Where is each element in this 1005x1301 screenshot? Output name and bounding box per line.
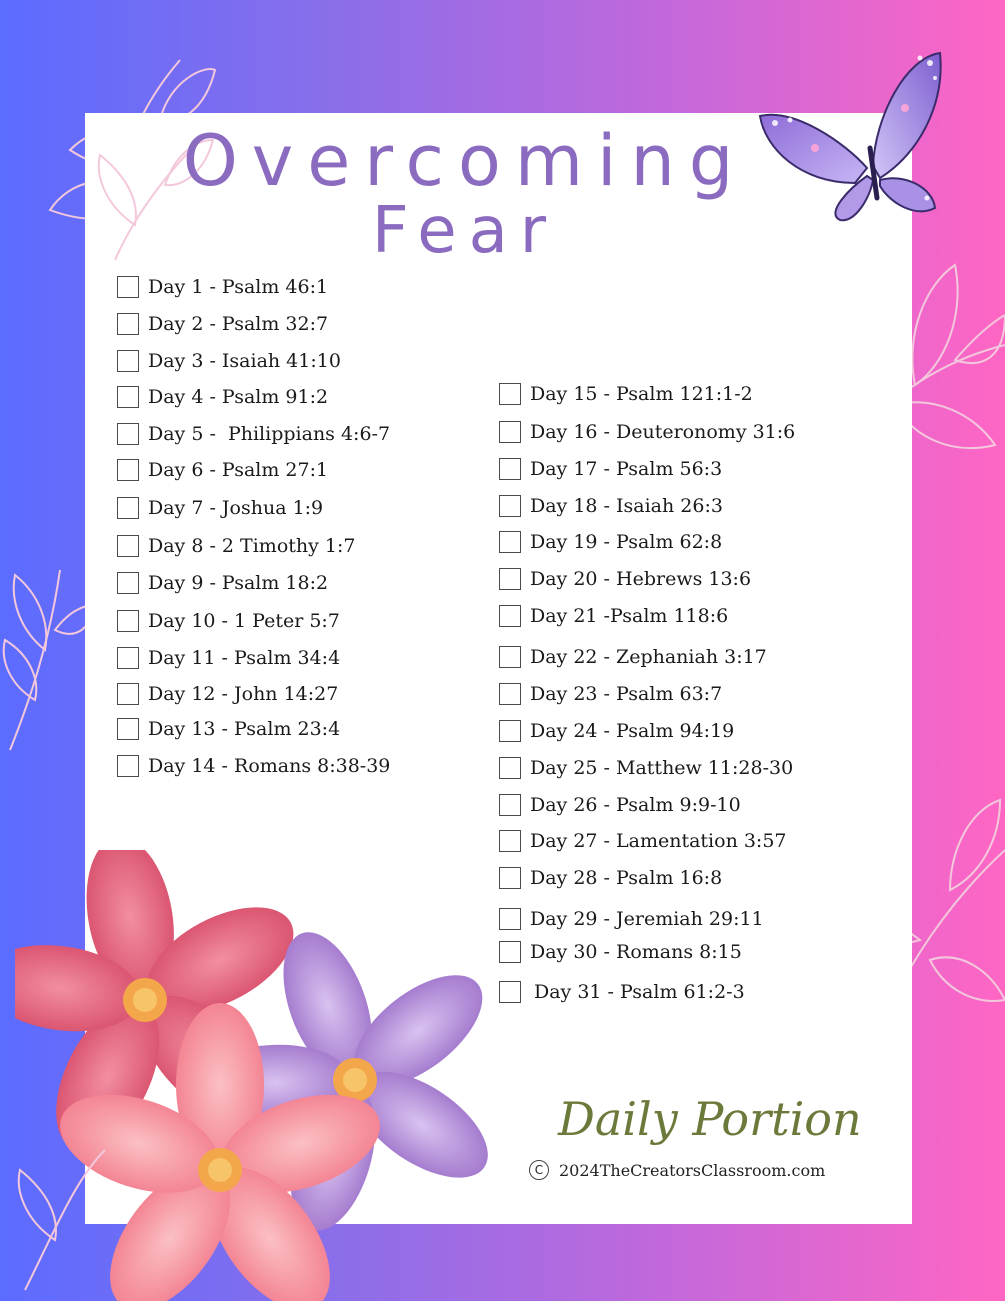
copyright-icon: C	[529, 1160, 549, 1180]
checklist-item-label: Day 5 - Philippians 4:6-7	[148, 423, 391, 445]
copyright-line	[529, 1160, 825, 1180]
checklist-item-label: Day 30 - Romans 8:15	[530, 941, 742, 963]
checklist-item-day-8[interactable]	[117, 532, 355, 560]
checklist-item-label: Day 13 - Psalm 23:4	[148, 718, 341, 740]
checkbox[interactable]	[117, 755, 139, 777]
checkbox[interactable]	[499, 605, 521, 627]
checkbox[interactable]	[499, 941, 521, 963]
checklist-item-label: Day 22 - Zephaniah 3:17	[530, 646, 767, 668]
flower-illustration	[15, 850, 500, 1301]
checklist-item-day-5[interactable]	[117, 420, 390, 448]
checklist-item-day-2[interactable]	[117, 310, 328, 338]
checklist-item-day-10[interactable]	[117, 607, 340, 635]
checkbox[interactable]	[499, 421, 521, 443]
checklist-item-label: Day 10 - 1 Peter 5:7	[148, 610, 340, 632]
checkbox[interactable]	[499, 458, 521, 480]
checklist-item-label: Day 16 - Deuteronomy 31:6	[530, 421, 796, 443]
checkbox[interactable]	[117, 386, 139, 408]
checkbox[interactable]	[117, 497, 139, 519]
checklist-item-label: Day 11 - Psalm 34:4	[148, 647, 341, 669]
checklist-item-label: Day 17 - Psalm 56:3	[530, 458, 723, 480]
checklist-item-day-7[interactable]	[117, 494, 323, 522]
checklist-item-day-11[interactable]	[117, 644, 340, 672]
checklist-item-label: Day 19 - Psalm 62:8	[530, 531, 723, 553]
checklist-item-day-12[interactable]	[117, 680, 338, 708]
checklist-item-label: Day 15 - Psalm 121:1-2	[530, 383, 753, 405]
checkbox[interactable]	[499, 720, 521, 742]
checklist-item-day-24[interactable]	[499, 717, 734, 745]
checkbox[interactable]	[117, 683, 139, 705]
checkbox[interactable]	[499, 908, 521, 930]
checkbox[interactable]	[117, 313, 139, 335]
checkbox[interactable]	[499, 683, 521, 705]
checklist-item-day-1[interactable]	[117, 273, 328, 301]
checkbox[interactable]	[499, 531, 521, 553]
checkbox[interactable]	[117, 718, 139, 740]
checklist-item-day-6[interactable]	[117, 456, 328, 484]
checkbox[interactable]	[499, 568, 521, 590]
checklist-item-label: Day 12 - John 14:27	[148, 683, 339, 705]
checkbox[interactable]	[117, 610, 139, 632]
checklist-item-day-27[interactable]	[499, 827, 787, 855]
checklist-item-label: Day 3 - Isaiah 41:10	[148, 350, 341, 372]
checklist-item-label: Day 23 - Psalm 63:7	[530, 683, 723, 705]
checklist-item-label: Day 14 - Romans 8:38-39	[148, 755, 391, 777]
checklist-item-label: Day 6 - Psalm 27:1	[148, 459, 329, 481]
checkbox[interactable]	[117, 572, 139, 594]
checklist-item-day-4[interactable]	[117, 383, 328, 411]
checklist-item-day-28[interactable]	[499, 864, 722, 892]
checklist-item-day-9[interactable]	[117, 569, 328, 597]
checklist-item-day-15[interactable]	[499, 380, 753, 408]
checklist-item-day-29[interactable]	[499, 905, 764, 933]
checkbox[interactable]	[499, 383, 521, 405]
checklist-item-label: Day 26 - Psalm 9:9-10	[530, 794, 741, 816]
checklist-item-label: Day 4 - Psalm 91:2	[148, 386, 329, 408]
copyright-text: 2024TheCreatorsClassroom.com	[559, 1160, 826, 1180]
checklist-item-day-30[interactable]	[499, 938, 742, 966]
checklist-item-label: Day 20 - Hebrews 13:6	[530, 568, 752, 590]
checklist-item-label: Day 31 - Psalm 61:2-3	[534, 981, 745, 1003]
checklist-item-day-23[interactable]	[499, 680, 722, 708]
brand-logo: Daily Portion	[558, 1092, 862, 1146]
checklist-item-day-22[interactable]	[499, 643, 767, 671]
checkbox[interactable]	[499, 757, 521, 779]
page-title-line-2: Fear	[371, 194, 559, 268]
checkbox[interactable]	[117, 276, 139, 298]
checkbox[interactable]	[499, 830, 521, 852]
checklist-item-label: Day 9 - Psalm 18:2	[148, 572, 329, 594]
checklist-item-day-25[interactable]	[499, 754, 793, 782]
checkbox[interactable]	[117, 350, 139, 372]
checkbox[interactable]	[117, 647, 139, 669]
checkbox[interactable]	[499, 495, 521, 517]
checklist-item-label: Day 2 - Psalm 32:7	[148, 313, 329, 335]
checklist-item-label: Day 25 - Matthew 11:28-30	[530, 757, 794, 779]
checklist-item-label: Day 8 - 2 Timothy 1:7	[148, 535, 356, 557]
page-title-line-1: Overcoming	[182, 120, 748, 202]
checklist-item-day-31[interactable]	[499, 978, 745, 1006]
checklist-item-label: Day 24 - Psalm 94:19	[530, 720, 735, 742]
checklist-item-label: Day 21 -Psalm 118:6	[530, 605, 729, 627]
checkbox[interactable]	[499, 794, 521, 816]
checklist-item-label: Day 29 - Jeremiah 29:11	[530, 908, 764, 930]
checklist-item-label: Day 18 - Isaiah 26:3	[530, 495, 723, 517]
checklist-item-day-17[interactable]	[499, 455, 722, 483]
checkbox[interactable]	[117, 459, 139, 481]
checkbox[interactable]	[499, 646, 521, 668]
checklist-item-label: Day 28 - Psalm 16:8	[530, 867, 723, 889]
checklist-item-label: Day 27 - Lamentation 3:57	[530, 830, 787, 852]
checklist-item-day-3[interactable]	[117, 347, 341, 375]
checkbox[interactable]	[117, 423, 139, 445]
checkbox[interactable]	[499, 981, 521, 1003]
checklist-item-day-21[interactable]	[499, 602, 728, 630]
checkbox[interactable]	[499, 867, 521, 889]
checkbox[interactable]	[117, 535, 139, 557]
checklist-item-label: Day 7 - Joshua 1:9	[148, 497, 324, 519]
checklist-item-day-20[interactable]	[499, 565, 751, 593]
checklist-item-day-19[interactable]	[499, 528, 722, 556]
checklist-item-day-13[interactable]	[117, 715, 340, 743]
checklist-item-label: Day 1 - Psalm 46:1	[148, 276, 329, 298]
checklist-item-day-18[interactable]	[499, 492, 723, 520]
butterfly-icon	[755, 48, 945, 223]
checklist-item-day-26[interactable]	[499, 791, 741, 819]
checklist-item-day-16[interactable]	[499, 418, 795, 446]
leaf-outline-left-middle	[0, 560, 95, 760]
checklist-item-day-14[interactable]	[117, 752, 390, 780]
